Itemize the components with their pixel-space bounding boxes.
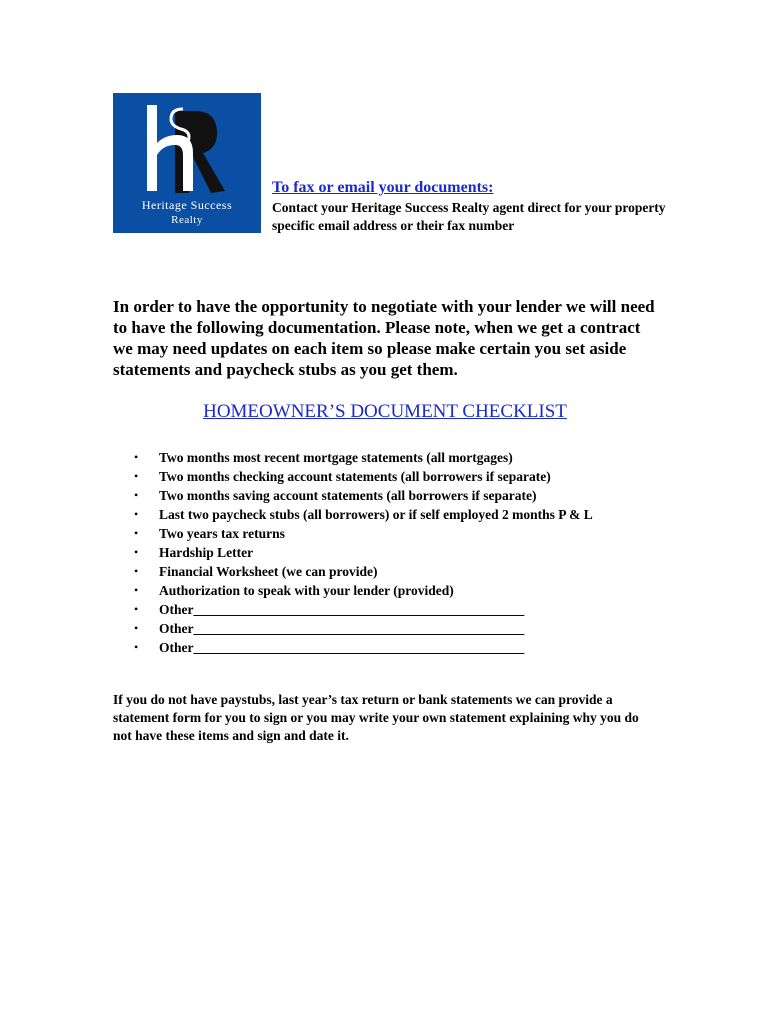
fax-email-instructions: Contact your Heritage Success Realty agent direct for your property specific email address or their fax number bbox=[272, 200, 666, 233]
footer-note: If you do not have paystubs, last year’s tax return or bank statements we can provide a statement form for you to sign or you may write your own statement explaining why you do not have these items and sign and date it. bbox=[113, 692, 639, 743]
checklist-item-text: Other_________________________________________________ bbox=[159, 621, 525, 636]
bullet: • bbox=[134, 545, 139, 559]
checklist-item-text: Other_________________________________________________ bbox=[159, 602, 525, 617]
checklist-item bbox=[113, 486, 673, 505]
heritage-success-realty-logo bbox=[113, 93, 261, 233]
bullet: • bbox=[134, 488, 139, 502]
checklist-item-other bbox=[113, 638, 673, 657]
bullet: • bbox=[134, 640, 139, 654]
bullet: • bbox=[134, 621, 139, 635]
bullet: • bbox=[134, 507, 139, 521]
document-checklist bbox=[113, 448, 673, 657]
fax-email-section bbox=[272, 178, 672, 235]
bullet: • bbox=[134, 450, 139, 464]
bullet: • bbox=[134, 564, 139, 578]
checklist-item-text: Authorization to speak with your lender (provided) bbox=[159, 583, 454, 598]
logo-mark bbox=[113, 93, 261, 233]
checklist-item-text: Hardship Letter bbox=[159, 545, 254, 560]
checklist-item-text: Two months saving account statements (all borrowers if separate) bbox=[159, 488, 537, 503]
checklist-item-text: Financial Worksheet (we can provide) bbox=[159, 564, 378, 579]
checklist-item-text: Two months checking account statements (all borrowers if separate) bbox=[159, 469, 551, 484]
checklist-item-text: Two months most recent mortgage statements (all mortgages) bbox=[159, 450, 513, 465]
intro-paragraph: In order to have the opportunity to negotiate with your lender we will need to have the following documentation. Please note, when we get a contract we may need updates on each item so please make certain you set aside statements and paycheck stubs as you get them. bbox=[113, 297, 655, 379]
checklist-item-text: Two years tax returns bbox=[159, 526, 285, 541]
bullet: • bbox=[134, 602, 139, 616]
bullet: • bbox=[134, 469, 139, 483]
checklist-item bbox=[113, 467, 673, 486]
bullet: • bbox=[134, 583, 139, 597]
checklist-item bbox=[113, 524, 673, 543]
logo-brand-line-2: Realty bbox=[171, 214, 203, 226]
checklist-item bbox=[113, 448, 673, 467]
checklist-item bbox=[113, 562, 673, 581]
checklist-item-other bbox=[113, 619, 673, 638]
checklist-item bbox=[113, 543, 673, 562]
checklist-item-other bbox=[113, 600, 673, 619]
logo-brand-line-1: Heritage Success bbox=[141, 198, 233, 212]
bullet: • bbox=[134, 526, 139, 540]
checklist-item-text: Other_________________________________________________ bbox=[159, 640, 525, 655]
checklist-item bbox=[113, 505, 673, 524]
checklist-item bbox=[113, 581, 673, 600]
fax-email-heading: To fax or email your documents: bbox=[272, 179, 494, 196]
checklist-item-text: Last two paycheck stubs (all borrowers) or if self employed 2 months P & L bbox=[159, 507, 593, 522]
checklist-title: HOMEOWNER’S DOCUMENT CHECKLIST bbox=[203, 401, 567, 422]
